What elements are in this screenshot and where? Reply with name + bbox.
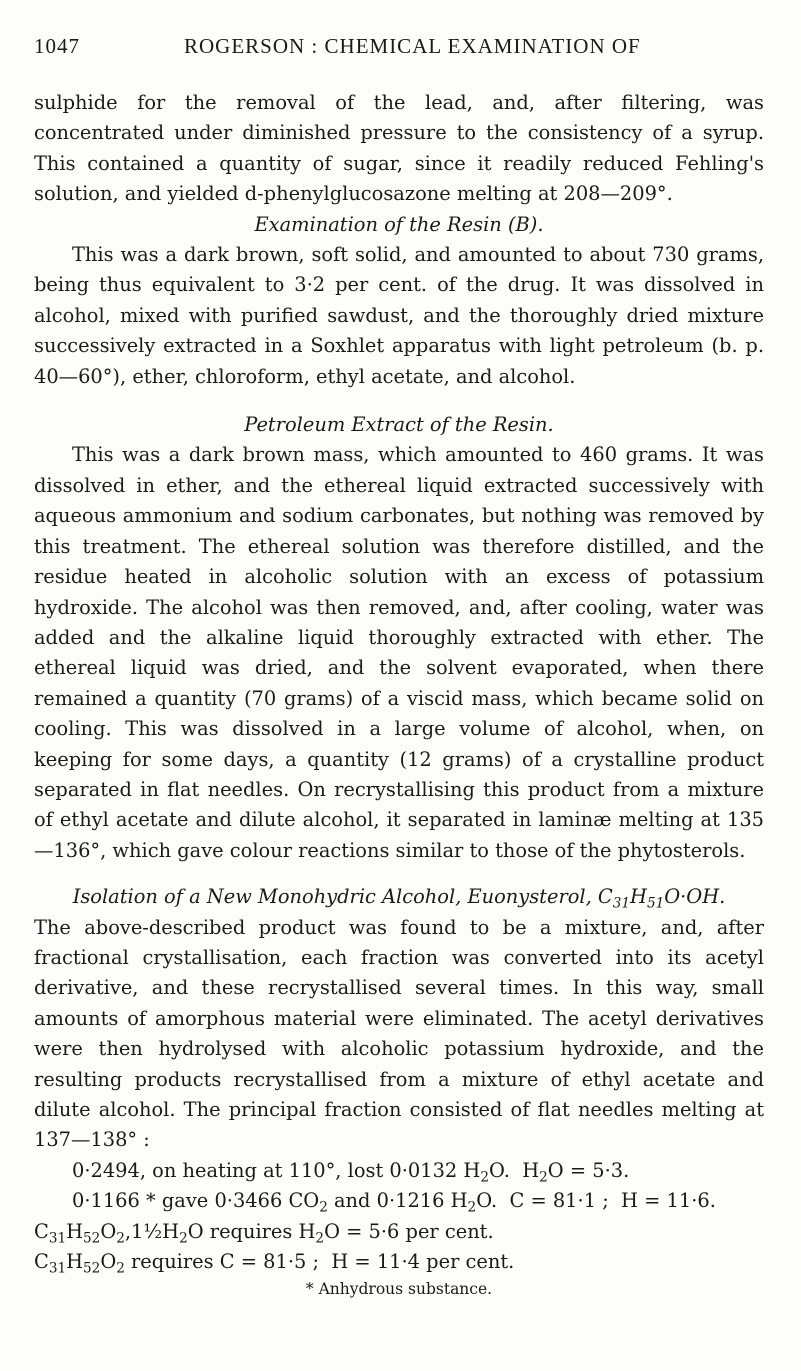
running-title: ROGERSON : CHEMICAL EXAMINATION OF xyxy=(184,34,641,58)
analysis-line-1: 0·2494, on heating at 110°, lost 0·0132 $H_2O$. $H_2O = 5\cdot 3$. xyxy=(72,1158,630,1186)
requires-line-1: $C_{31}H_{52}O_2,1\frac{1}{2}H_2O$ requires $H_2O = 5\cdot 6$ per cent. xyxy=(34,1219,494,1246)
petroleum-paragraph: This was a dark brown mass, which amounted to 460 grams. It was dissolved in ether, and the ethereal liquid extracted successively with aqueous ammonium and sodium carbonates, but nothing was removed by this treatment. The ethereal solution was therefore distilled, and the residue heated in alcoholic solution with an excess of potassium hydroxide. The alcohol was then removed, and, after cooling, water was added and the alkaline liquid thoroughly extracted with ether. The ethereal liquid was dried, and the solvent evaporated, when there remained a quantity (70 grams) of a viscid mass, which became solid on cooling. This was dissolved in a large volume of alcohol, when, on keeping for some days, a quantity (12 grams) of a crystalline product separated in flat needles. On recrystallising this product from a mixture of ethyl acetate and dilute alcohol, it separated in laminæ melting at 135—136°, which gave colour reactions similar to those of the phytosterols. xyxy=(34,443,764,862)
isolation-paragraph: The above-described product was found to be a mixture, and, after fractional crystallisation, each fraction was converted into its acetyl derivative, and these recrystallised several times. In this way, small amounts of amorphous material were eliminated. The acetyl derivatives were then hydrolysed with alcoholic potassium hydroxide, and the resulting products recrystallised from a mixture of ethyl acetate and dilute alcohol. The principal fraction consisted of flat needles melting at 137—138° : xyxy=(34,915,764,1152)
page-body xyxy=(34,88,764,1301)
petroleum-heading: Petroleum Extract of the Resin. xyxy=(244,413,554,437)
isolation-heading: Isolation of a New Monohydric Alcohol, Euonysterol, $C_{31}H_{51}O\cdot OH$. xyxy=(72,885,726,912)
running-header xyxy=(34,34,767,64)
requires-line-2: $C_{31}H_{52}O_2$ requires C = 81·5 ; H = 11·4 per cent. xyxy=(34,1250,515,1277)
footnote: * Anhydrous substance. xyxy=(305,1280,493,1299)
resin-heading: Examination of the Resin (B). xyxy=(254,212,544,236)
intro-paragraph: sulphide for the removal of the lead, and, after filtering, was concentrated under diminished pressure to the consistency of a syrup. This contained a quantity of sugar, since it readily reduced Fehling's solution, and yielded d-phenylglucosazone melting at 208—209°. xyxy=(34,91,764,206)
analysis-line-2: 0·1166 * gave 0·3466 $CO_2$ and 0·1216 $H_2O$. C = 81·1 ; H = 11·6. xyxy=(72,1189,716,1216)
page-number: 1047 xyxy=(34,34,80,58)
resin-paragraph: This was a dark brown, soft solid, and amounted to about 730 grams, being thus equivalent to 3·2 per cent. of the drug. It was dissolved in alcohol, mixed with purified sawdust, and the thoroughly dried mixture successively extracted in a Soxhlet apparatus with light petroleum (b. p. 40—60°), ether, chloroform, ethyl acetate, and alcohol. xyxy=(34,243,764,388)
